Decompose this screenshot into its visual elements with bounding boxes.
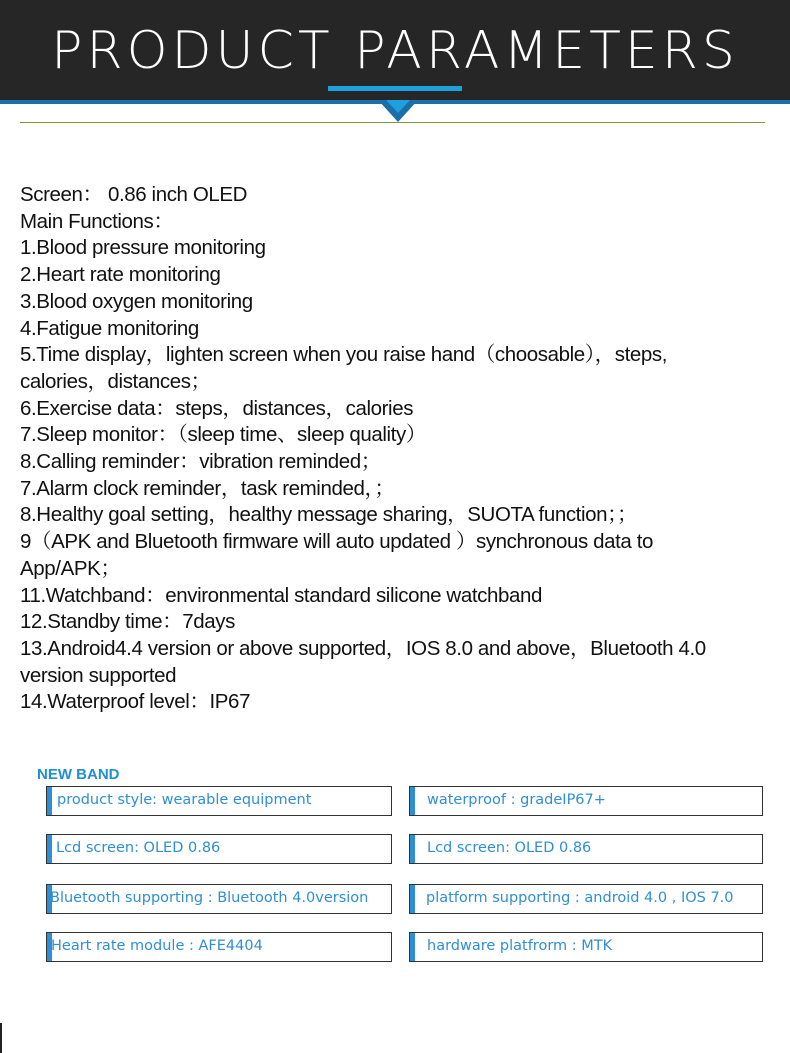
edge-mark — [0, 1023, 2, 1053]
param-stripe — [47, 786, 52, 816]
spec-line: 12.Standby time：7days — [20, 610, 235, 634]
param-text: waterproof : gradeIP67+ — [427, 792, 606, 808]
param-text: Heart rate module : AFE4404 — [51, 938, 263, 954]
chevron-down-inner-icon — [386, 100, 410, 113]
param-stripe — [410, 932, 415, 962]
param-box — [46, 884, 392, 914]
spec-line: 3.Blood oxygen monitoring — [20, 289, 253, 313]
param-box — [46, 932, 392, 962]
param-text: Lcd screen: OLED 0.86 — [56, 840, 221, 856]
param-box — [409, 834, 763, 864]
spec-line: 6.Exercise data：steps，distances，calories — [20, 396, 414, 420]
param-box — [46, 834, 392, 864]
section-label: NEW BAND — [37, 766, 120, 783]
param-text: platform supporting : android 4.0 , IOS 7.0 — [426, 890, 734, 906]
page-title: PRODUCT PARAMETERS — [51, 21, 739, 81]
spec-line: 11.Watchband：environmental standard silicone watchband — [20, 583, 542, 607]
spec-line: 1.Blood pressure monitoring — [20, 236, 266, 260]
spec-line: 2.Heart rate monitoring — [20, 263, 221, 287]
spec-line: Main Functions： — [20, 209, 174, 233]
spec-list — [20, 182, 765, 716]
param-text: Lcd screen: OLED 0.86 — [427, 840, 592, 856]
spec-line: calories，distances； — [20, 369, 211, 393]
spec-line: 7.Sleep monitor：（sleep time、sleep quality） — [20, 423, 426, 447]
param-box — [409, 932, 763, 962]
param-stripe — [410, 786, 415, 816]
spec-line: 4.Fatigue monitoring — [20, 316, 199, 340]
spec-line: 8.Healthy goal setting，healthy message sharing，SUOTA function；； — [20, 503, 638, 527]
param-text: product style: wearable equipment — [57, 792, 312, 808]
title-accent-bar — [328, 86, 462, 91]
header-banner — [0, 0, 790, 100]
spec-line: 5.Time display，lighten screen when you raise hand（choosable），steps, — [20, 343, 668, 367]
param-box — [409, 786, 763, 816]
spec-line: App/APK； — [20, 556, 121, 580]
spec-line: 13.Android4.4 version or above supported，IOS 8.0 and above，Bluetooth 4.0 — [20, 636, 706, 660]
spec-line: Screen： 0.86 inch OLED — [20, 183, 248, 206]
param-stripe — [47, 834, 52, 864]
spec-line: 9（APK and Bluetooth firmware will auto updated ）synchronous data to — [20, 530, 653, 554]
spec-line: 7.Alarm clock reminder，task reminded，； — [20, 476, 395, 500]
spec-line: 8.Calling reminder：vibration reminded； — [20, 450, 381, 474]
spec-line: version supported — [20, 663, 177, 687]
section-divider — [20, 122, 765, 123]
param-box — [409, 884, 763, 914]
param-stripe — [410, 884, 415, 914]
param-box — [46, 786, 392, 816]
param-text: Bluetooth supporting : Bluetooth 4.0version — [50, 890, 369, 906]
param-text: hardware platfrorm : MTK — [427, 938, 613, 954]
spec-line: 14.Waterproof level：IP67 — [20, 690, 251, 714]
param-stripe — [410, 834, 415, 864]
